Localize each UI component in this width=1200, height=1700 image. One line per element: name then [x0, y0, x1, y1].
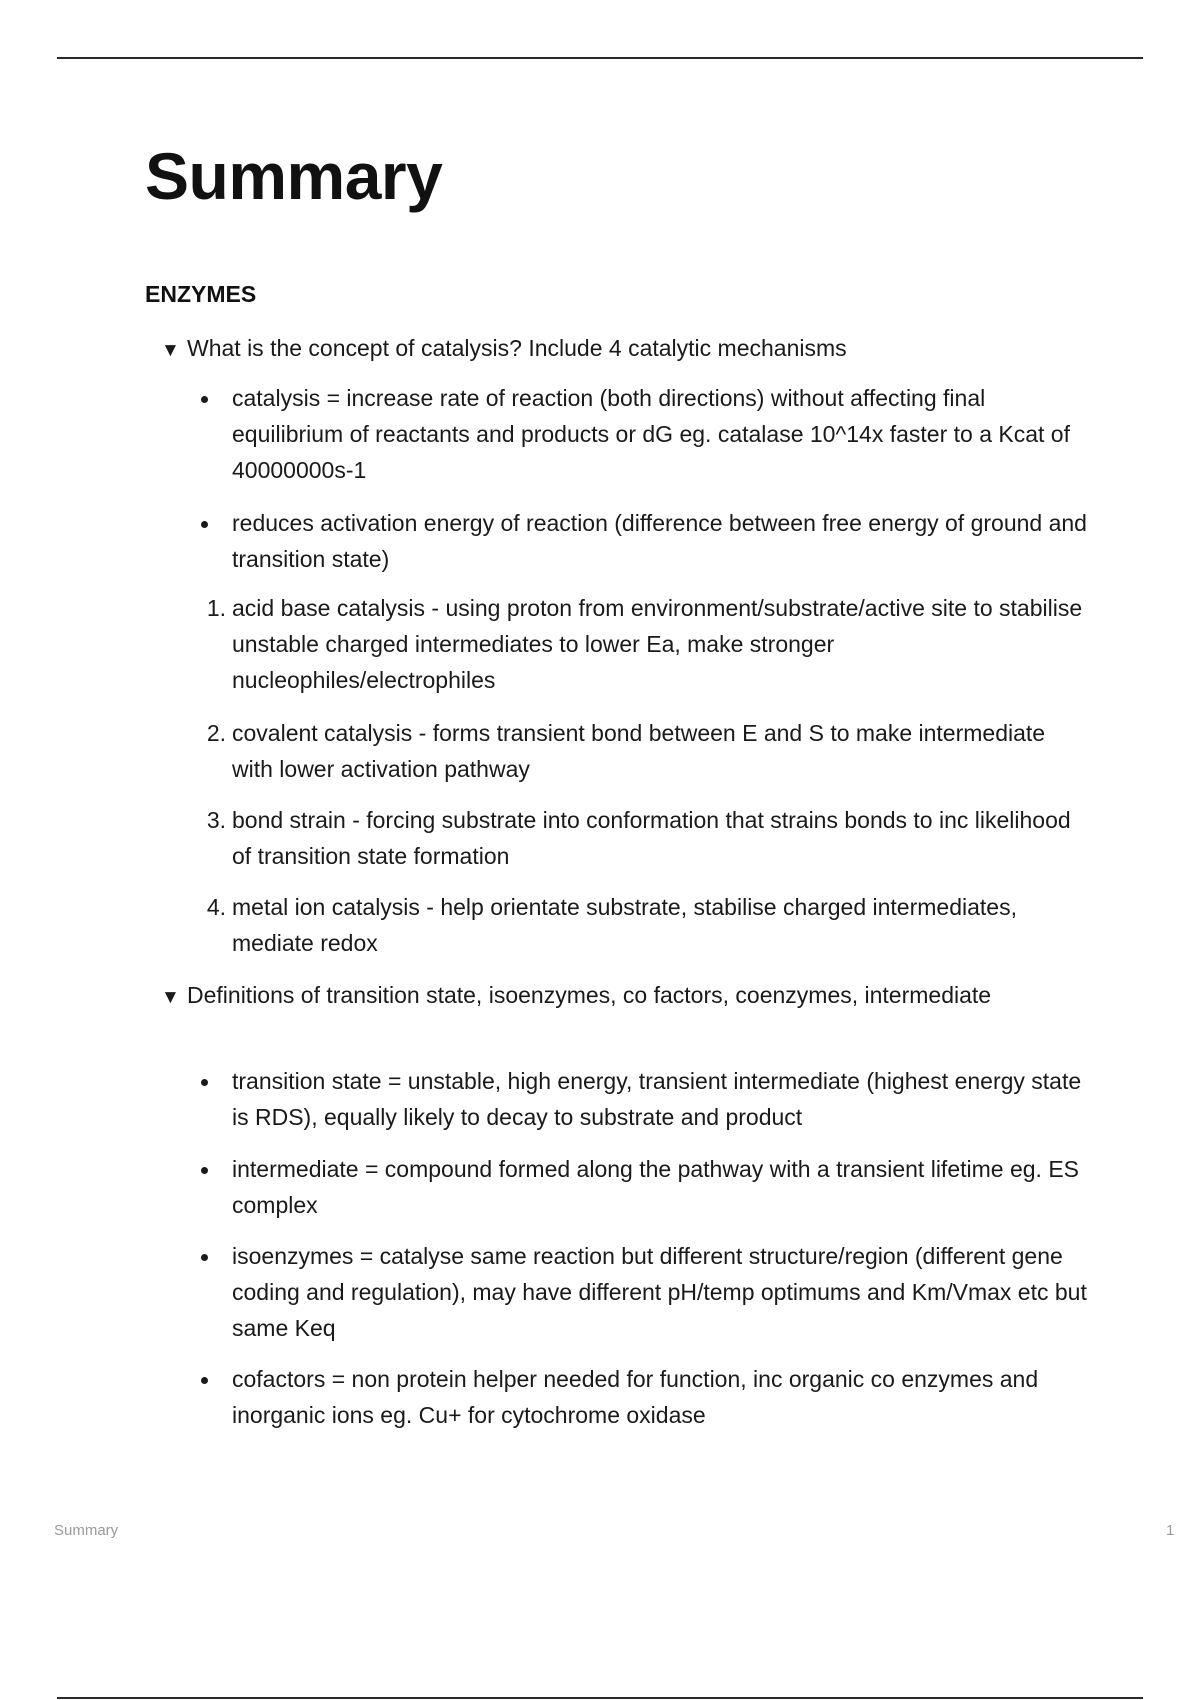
section-heading: ENZYMES — [145, 281, 257, 307]
bullet-dot-icon — [201, 1079, 208, 1086]
bullet-text: intermediate = compound formed along the pathway with a transient lifetime eg. ES complex — [232, 1156, 1080, 1218]
bullet-text: reduces activation energy of reaction (difference between free energy of ground and transition state) — [232, 510, 1087, 572]
bullet-item — [232, 380, 1092, 488]
list-number: 3. — [206, 807, 226, 833]
toggle-title: What is the concept of catalysis? Include 4 catalytic mechanisms — [187, 335, 847, 361]
page-title: Summary — [145, 139, 443, 213]
toggle-title: Definitions of transition state, isoenzymes, co factors, coenzymes, intermediate — [187, 982, 992, 1008]
toggle-definitions[interactable] — [161, 977, 1101, 1016]
bullet-text: isoenzymes = catalyse same reaction but different structure/region (different gene coding and regulation), may have different pH/temp optimums and Km/Vmax etc but same Keq — [232, 1243, 1087, 1341]
bullet-dot-icon — [201, 1254, 208, 1261]
triangle-down-icon[interactable]: ▼ — [161, 340, 180, 361]
bullet-item — [232, 1063, 1092, 1135]
bullet-text: catalysis = increase rate of reaction (both directions) without affecting final equilibrium of reactants and products or dG eg. catalase 10^14x faster to a Kcat of 40000000s-1 — [232, 385, 1070, 483]
bottom-rule — [57, 1697, 1143, 1699]
list-number: 4. — [206, 894, 226, 920]
numbered-item — [206, 802, 1092, 874]
numbered-text: acid base catalysis - using proton from environment/substrate/active site to stabilise unstable charged intermediates to lower Ea, make stronger nucleophiles/electrophiles — [232, 595, 1083, 693]
bullet-dot-icon — [201, 396, 208, 403]
bullet-dot-icon — [201, 1167, 208, 1174]
numbered-text: covalent catalysis - forms transient bond between E and S to make intermediate with lower activation pathway — [232, 720, 1046, 782]
bullet-dot-icon — [201, 521, 208, 528]
toggle-catalysis[interactable] — [161, 330, 1101, 369]
footer-title: Summary — [54, 1522, 119, 1539]
bullet-dot-icon — [201, 1377, 208, 1384]
numbered-text: metal ion catalysis - help orientate substrate, stabilise charged intermediates, mediate redox — [232, 894, 1017, 956]
bullet-item — [232, 505, 1092, 577]
page-number: 1 — [1166, 1522, 1175, 1539]
bullet-text: cofactors = non protein helper needed for function, inc organic co enzymes and inorganic ions eg. Cu+ for cytochrome oxidase — [232, 1366, 1039, 1428]
list-number: 1. — [206, 595, 226, 621]
bullet-item — [232, 1361, 1092, 1433]
top-rule — [57, 57, 1143, 59]
bullet-item — [232, 1151, 1092, 1223]
numbered-item — [206, 590, 1092, 698]
numbered-item — [206, 715, 1092, 787]
bullet-item — [232, 1238, 1092, 1346]
list-number: 2. — [206, 720, 226, 746]
numbered-text: bond strain - forcing substrate into conformation that strains bonds to inc likelihood of transition state formation — [232, 807, 1071, 869]
numbered-item — [206, 889, 1092, 961]
bullet-text: transition state = unstable, high energy, transient intermediate (highest energy state is RDS), equally likely to decay to substrate and product — [232, 1068, 1082, 1130]
triangle-down-icon[interactable]: ▼ — [161, 987, 180, 1008]
